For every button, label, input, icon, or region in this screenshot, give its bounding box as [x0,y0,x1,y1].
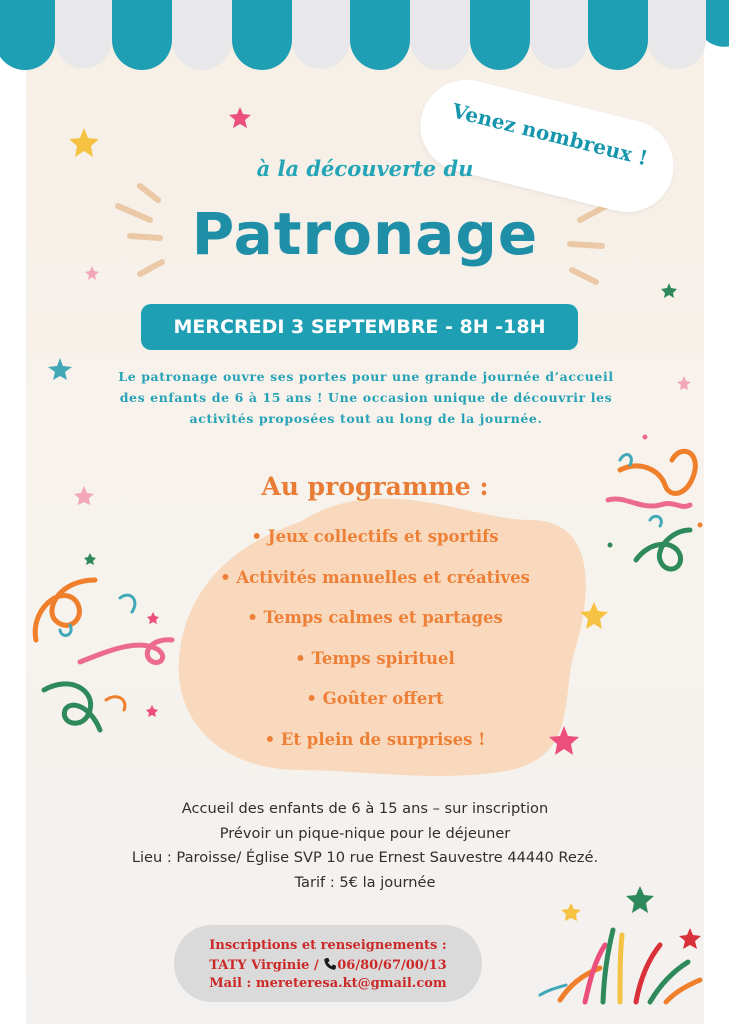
star-icon [679,928,701,949]
program-item: • Et plein de surprises ! [264,729,486,749]
intro-paragraph [86,366,646,429]
page-title: Patronage [191,200,539,268]
star-icon [84,553,96,565]
star-icon [561,903,581,921]
star-icon [74,486,94,505]
program-item: • Activités manuelles et créatives [220,567,530,587]
info-line: Accueil des enfants de 6 à 15 ans – sur inscription [181,800,549,817]
program-item: • Temps spirituel [295,648,455,668]
intro-line: activités proposées tout au long de la journée. [189,411,543,426]
contact-name: TATY Virginie / [209,958,319,973]
practical-info [95,797,635,895]
program-item: • Temps calmes et partages [247,608,503,627]
banner-text: Venez nombreux ! [449,98,651,171]
contact-phone-line [174,957,482,973]
star-icon [85,266,99,280]
contact-email-line[interactable]: Mail : mereteresa.kt@gmail.com [209,976,447,991]
info-line: Lieu : Paroisse/ Église SVP 10 rue Ernest Sauvestre 44440 Rezé. [131,849,599,867]
info-line: Prévoir un pique-nique pour le déjeuner [219,824,511,842]
program-item: • Goûter offert [306,689,444,708]
star-icon [661,283,677,298]
info-line: Tarif : 5€ la journée [294,873,436,891]
program-list [150,520,600,763]
contact-box [174,925,482,1002]
date-band [141,304,578,350]
program-title: Au programme : [261,472,489,501]
star-icon [677,376,691,390]
star-icon [48,358,72,380]
subtitle: à la découverte du [256,156,474,181]
star-icon [229,107,251,128]
intro-line: des enfants de 6 à 15 ans ! Une occasion unique de découvrir les [119,390,613,405]
contact-phone-link[interactable]: 06/80/67/00/13 [337,958,447,973]
intro-line: Le patronage ouvre ses portes pour une grande journée d’accueil [118,369,614,384]
program-item: • Jeux collectifs et sportifs [251,527,499,546]
date-text: MERCREDI 3 SEPTEMBRE - 8H -18H [173,316,546,338]
star-icon [69,128,99,157]
contact-heading: Inscriptions et renseignements : [209,938,447,953]
phone-icon [323,957,337,971]
